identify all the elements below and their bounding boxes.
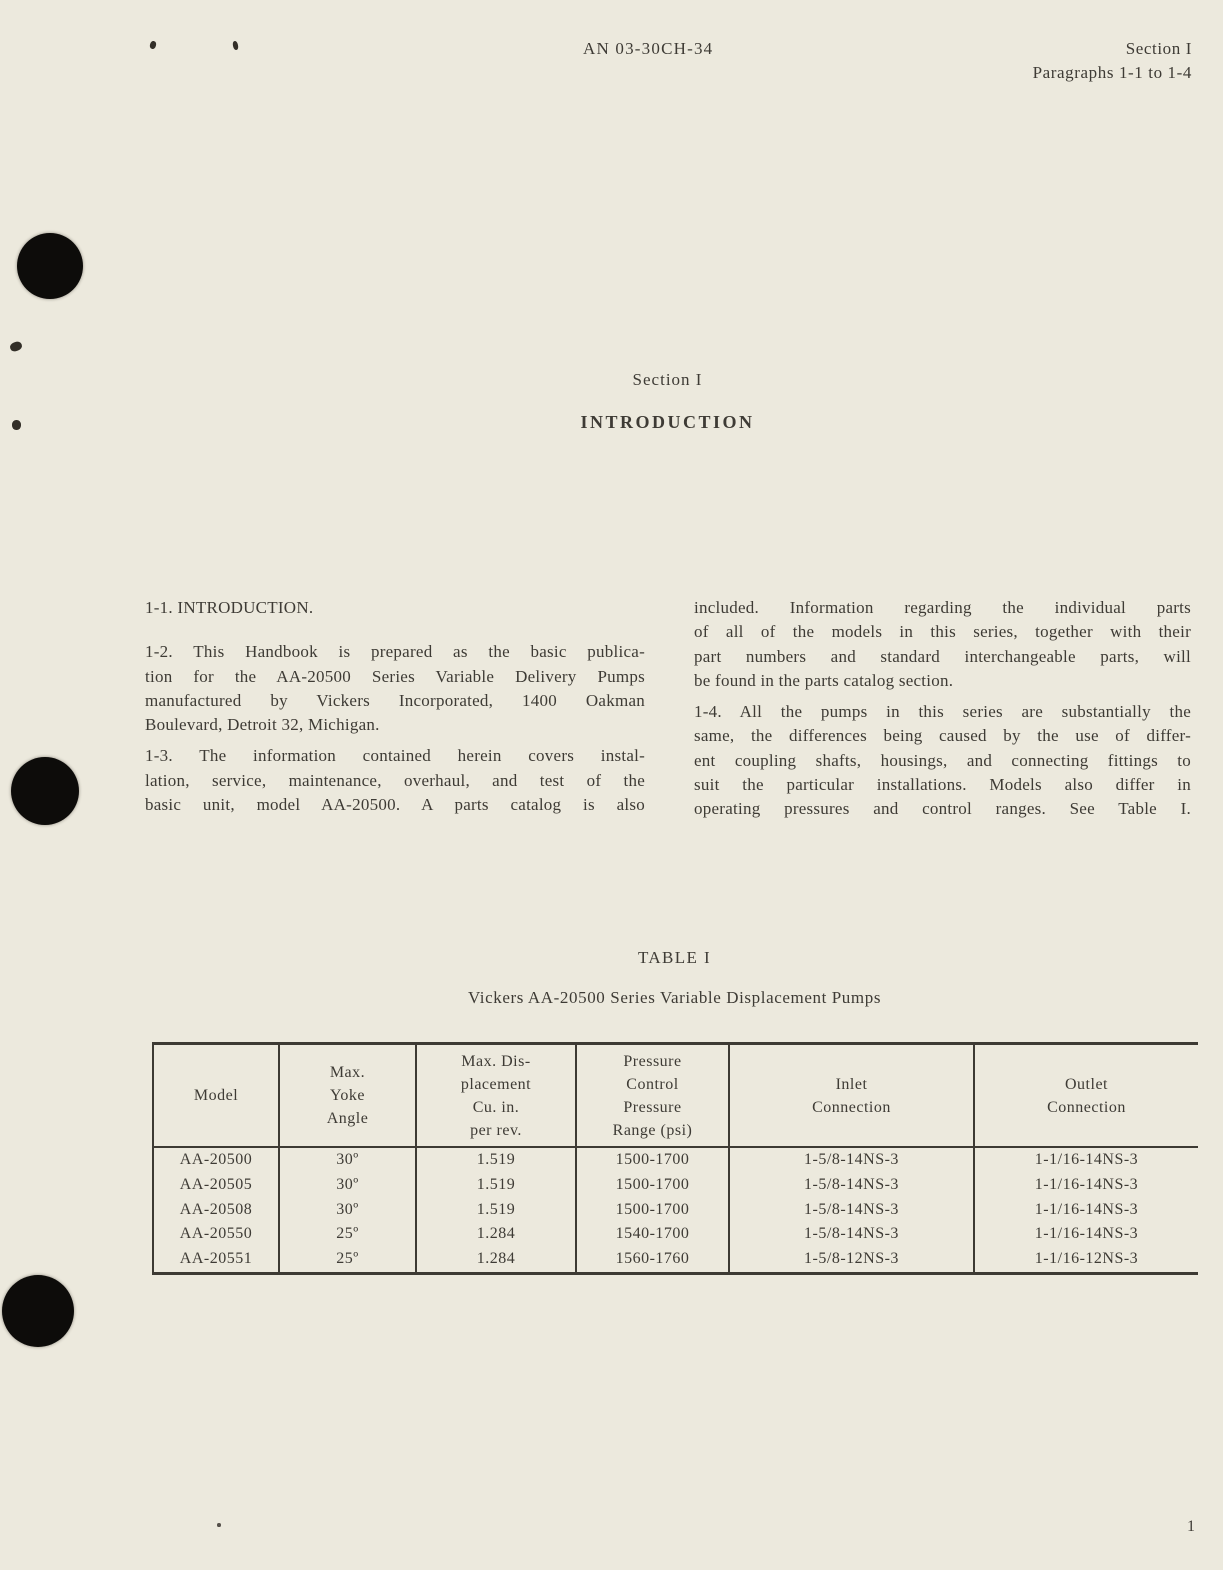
header-line: Max. Dis- — [461, 1052, 531, 1070]
header-line: Angle — [326, 1110, 369, 1127]
table-row — [153, 1147, 1198, 1173]
table-cell: 1500-1700 — [576, 1198, 729, 1223]
page-number: 1 — [1187, 1518, 1195, 1535]
punch-hole — [17, 233, 83, 299]
text-line: 1-2. This Handbook is prepared as the basic publica- — [145, 642, 645, 662]
paragraph — [694, 596, 1191, 693]
table-header-cell — [153, 1044, 279, 1148]
table-header-cell — [416, 1044, 576, 1148]
table-cell: 1-5/8-14NS-3 — [729, 1222, 974, 1247]
table-body — [153, 1147, 1198, 1273]
header-line: Pressure — [623, 1098, 682, 1116]
table-cell: 25º — [279, 1247, 416, 1273]
table-header-cell — [576, 1044, 729, 1148]
header-paragraph-range: Paragraphs 1-1 to 1-4 — [1032, 63, 1192, 82]
header-line: Max. — [329, 1064, 366, 1081]
table-header-cell — [279, 1044, 416, 1148]
paragraph — [145, 640, 645, 737]
header-line: Yoke — [329, 1087, 366, 1104]
section-number: Section I — [632, 370, 703, 389]
punch-hole — [2, 1275, 74, 1347]
paragraph — [694, 700, 1191, 821]
header-line: Connection — [1047, 1098, 1126, 1116]
table-cell: 1-5/8-12NS-3 — [729, 1247, 974, 1273]
scan-speck — [12, 420, 21, 430]
table-cell: 30º — [279, 1147, 416, 1173]
table-cell: 1540-1700 — [576, 1222, 729, 1247]
text-line: be found in the parts catalog section. — [694, 670, 954, 690]
table-cell: 1-1/16-14NS-3 — [1034, 1175, 1139, 1193]
text-line: Boulevard, Detroit 32, Michigan. — [145, 715, 380, 735]
table-row — [153, 1173, 1198, 1198]
header-line: per rev. — [470, 1121, 522, 1139]
header-line: Range (psi) — [612, 1121, 693, 1139]
punch-hole — [11, 757, 79, 825]
table-row — [153, 1247, 1198, 1273]
header-line: Connection — [812, 1098, 891, 1116]
table-cell: 1560-1760 — [576, 1247, 729, 1273]
table-title: TABLE I — [637, 948, 712, 967]
table-cell: 25º — [279, 1222, 416, 1247]
table-header-cell — [729, 1044, 974, 1148]
table-header-cell — [974, 1044, 1198, 1148]
header-section-label: Section I — [1125, 39, 1192, 58]
paragraph — [145, 596, 645, 620]
scan-speck — [217, 1523, 221, 1527]
table-cell: 1.519 — [416, 1173, 576, 1198]
table-header — [153, 1044, 1198, 1148]
table-cell: 1-5/8-14NS-3 — [729, 1147, 974, 1173]
text-line: suit the particular installations. Models also differ in — [694, 775, 1191, 795]
table-cell: 1-1/16-12NS-3 — [1034, 1250, 1139, 1268]
header-line: Model — [193, 1087, 239, 1104]
text-line: basic unit, model AA-20500. A parts catalog is also — [145, 795, 645, 815]
table-cell: AA-20500 — [153, 1147, 279, 1173]
doc-number: AN 03-30CH-34 — [583, 39, 714, 58]
text-line: 1-3. The information contained herein covers instal- — [145, 746, 645, 766]
table-cell: 1.519 — [416, 1198, 576, 1223]
table-cell: 1.284 — [416, 1222, 576, 1247]
table-cell: 1-5/8-14NS-3 — [729, 1198, 974, 1223]
header-line: placement — [460, 1075, 532, 1093]
pump-specifications-table — [152, 1042, 1198, 1275]
table-cell: AA-20551 — [153, 1247, 279, 1273]
text-line: tion for the AA-20500 Series Variable Delivery Pumps — [145, 666, 645, 686]
text-line: operating pressures and control ranges. See Table I. — [694, 799, 1191, 819]
section-title: INTRODUCTION — [580, 412, 755, 432]
text-line: included. Information regarding the individual parts — [694, 598, 1191, 617]
table-row — [153, 1198, 1198, 1223]
header-line: Control — [626, 1075, 679, 1093]
paragraph — [145, 744, 645, 817]
header-line: Inlet — [835, 1075, 868, 1093]
header-line: Pressure — [623, 1052, 682, 1070]
table-cell: 1-1/16-14NS-3 — [1034, 1200, 1139, 1218]
header-right-block — [1033, 37, 1192, 85]
text-line: ent coupling shafts, housings, and connecting fittings to — [694, 750, 1191, 770]
table-subtitle: Vickers AA-20500 Series Variable Displacement Pumps — [467, 988, 882, 1007]
table-cell: AA-20550 — [153, 1222, 279, 1247]
header-line: Outlet — [1065, 1075, 1108, 1093]
table-row — [153, 1222, 1198, 1247]
table-cell: AA-20508 — [153, 1198, 279, 1223]
text-line: 1-4. All the pumps in this series are substantially the — [694, 702, 1191, 722]
table-cell: 1.519 — [416, 1147, 576, 1173]
table-cell: 1-5/8-14NS-3 — [729, 1173, 974, 1198]
table-cell: 1500-1700 — [576, 1147, 729, 1173]
text-line: part numbers and standard interchangeable parts, will — [694, 646, 1191, 666]
text-column-left — [145, 596, 645, 824]
text-line: 1-1. INTRODUCTION. — [145, 598, 314, 617]
table-cell: 1-1/16-14NS-3 — [1034, 1151, 1139, 1168]
table-cell: 1.284 — [416, 1247, 576, 1273]
text-column-right — [694, 596, 1191, 829]
text-line: same, the differences being caused by the use of differ- — [694, 726, 1191, 746]
header-line: Cu. in. — [472, 1098, 520, 1116]
text-line: lation, service, maintenance, overhaul, and test of the — [145, 770, 645, 790]
table-header-row — [153, 1044, 1198, 1148]
table-cell: 1500-1700 — [576, 1173, 729, 1198]
table-cell: 30º — [279, 1198, 416, 1223]
table-cell: 30º — [279, 1173, 416, 1198]
table-cell: 1-1/16-14NS-3 — [1034, 1225, 1139, 1243]
text-line: manufactured by Vickers Incorporated, 1400 Oakman — [145, 690, 645, 710]
text-line: of all of the models in this series, together with their — [694, 622, 1191, 642]
table-cell: AA-20505 — [153, 1173, 279, 1198]
section-heading — [145, 370, 1190, 433]
